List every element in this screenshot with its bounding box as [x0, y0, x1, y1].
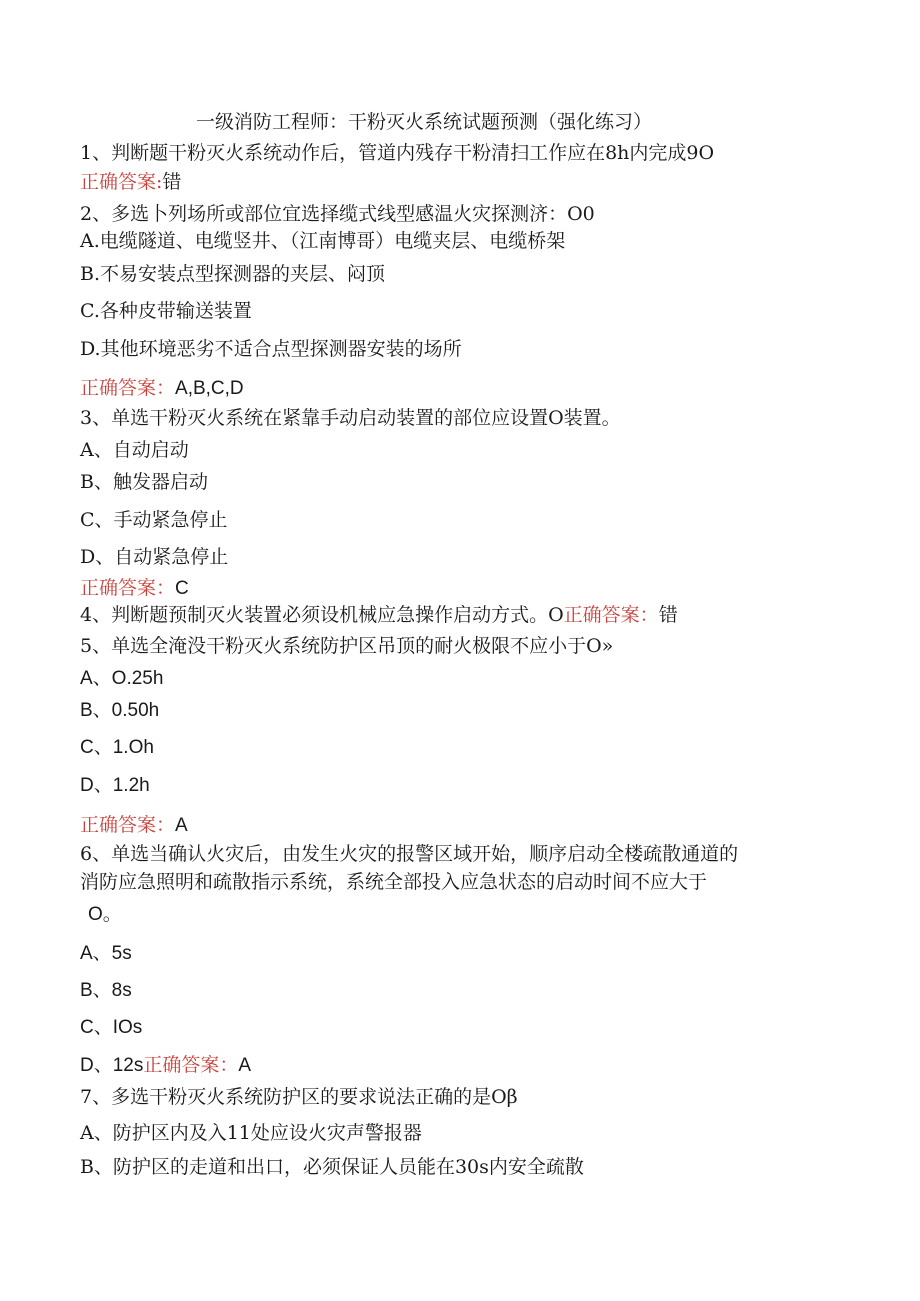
question-6-option-d	[80, 1053, 251, 1078]
answer-value: C	[175, 578, 189, 599]
answer-label: 正确答案：	[80, 577, 176, 599]
question-2-answer	[80, 376, 244, 401]
answer-value: 错	[658, 604, 678, 626]
answer-value: A	[238, 1055, 252, 1076]
question-7-option-b: B、防护区的走道和出口，必须保证人员能在30s内安全疏散	[80, 1156, 584, 1178]
question-5-option-d: D、1.2h	[80, 775, 150, 796]
question-3-option-b: B、触发器启动	[80, 471, 208, 493]
question-6-option-a: A、5s	[80, 943, 132, 964]
question-3-option-a: A、自动启动	[80, 439, 189, 461]
question-5-stem: 5、单选全淹没干粉灭火系统防护区吊顶的耐火极限不应小于O»	[80, 635, 614, 657]
page-title: 一级消防工程师：干粉灭火系统试题预测（强化练习）	[196, 111, 653, 133]
question-3-option-c: C、手动紧急停止	[80, 509, 228, 531]
question-1-answer	[80, 170, 181, 194]
answer-label: 正确答案：	[80, 814, 176, 836]
question-1-stem: 1、判断题干粉灭火系统动作后，管道内残存干粉清扫工作应在8h内完成9O	[80, 142, 715, 164]
question-2-option-c: C.各种皮带输送装置	[80, 300, 252, 322]
question-6-stem-line1: 6、单选当确认火灾后，由发生火灾的报警区域开始，顺序启动全楼疏散通道的	[80, 843, 739, 865]
option-d-text: D、12s	[80, 1055, 144, 1076]
answer-value: 错	[162, 171, 182, 193]
question-6-option-c: C、IOs	[80, 1017, 143, 1038]
question-5-answer	[80, 813, 188, 838]
question-3-stem: 3、单选干粉灭火系统在紧靠手动启动装置的部位应设置O装置。	[80, 407, 621, 429]
answer-label: 正确答案:	[80, 171, 163, 193]
question-2-option-b: B.不易安装点型探测器的夹层、闷顶	[80, 263, 386, 285]
answer-value: A,B,C,D	[175, 378, 244, 399]
question-3-option-d: D、自动紧急停止	[80, 546, 229, 568]
question-3-answer	[80, 576, 189, 601]
answer-label: 正确答案：	[563, 604, 659, 626]
question-7-stem: 7、多选干粉灭火系统防护区的要求说法正确的是Oβ	[80, 1086, 518, 1108]
answer-label: 正确答案：	[143, 1054, 239, 1076]
question-2-option-a: A.电缆隧道、电缆竖井、（江南博哥）电缆夹层、电缆桥架	[80, 230, 566, 252]
answer-label: 正确答案：	[80, 377, 176, 399]
question-5-option-a: A、O.25h	[80, 668, 164, 689]
question-5-option-b: B、0.50h	[80, 700, 160, 721]
question-2-stem: 2、多选卜列场所或部位宜选择缆式线型感温火灾探测济：O0	[80, 203, 595, 225]
question-2-option-d: D.其他环境恶劣不适合点型探测器安装的场所	[80, 338, 462, 360]
question-7-option-a: A、防护区内及入11处应设火灾声警报器	[80, 1122, 422, 1144]
question-5-option-c: C、1.Oh	[80, 737, 154, 758]
question-4-stem: 4、判断题预制灭火装置必须设机械应急操作启动方式。O	[80, 604, 564, 626]
question-6-stem-line3: O。	[88, 904, 122, 925]
answer-value: A	[175, 815, 188, 836]
question-6-stem-line2: 消防应急照明和疏散指示系统，系统全部投入应急状态的启动时间不应大于	[80, 871, 708, 893]
question-6-option-b: B、8s	[80, 980, 132, 1001]
question-4	[80, 603, 678, 627]
